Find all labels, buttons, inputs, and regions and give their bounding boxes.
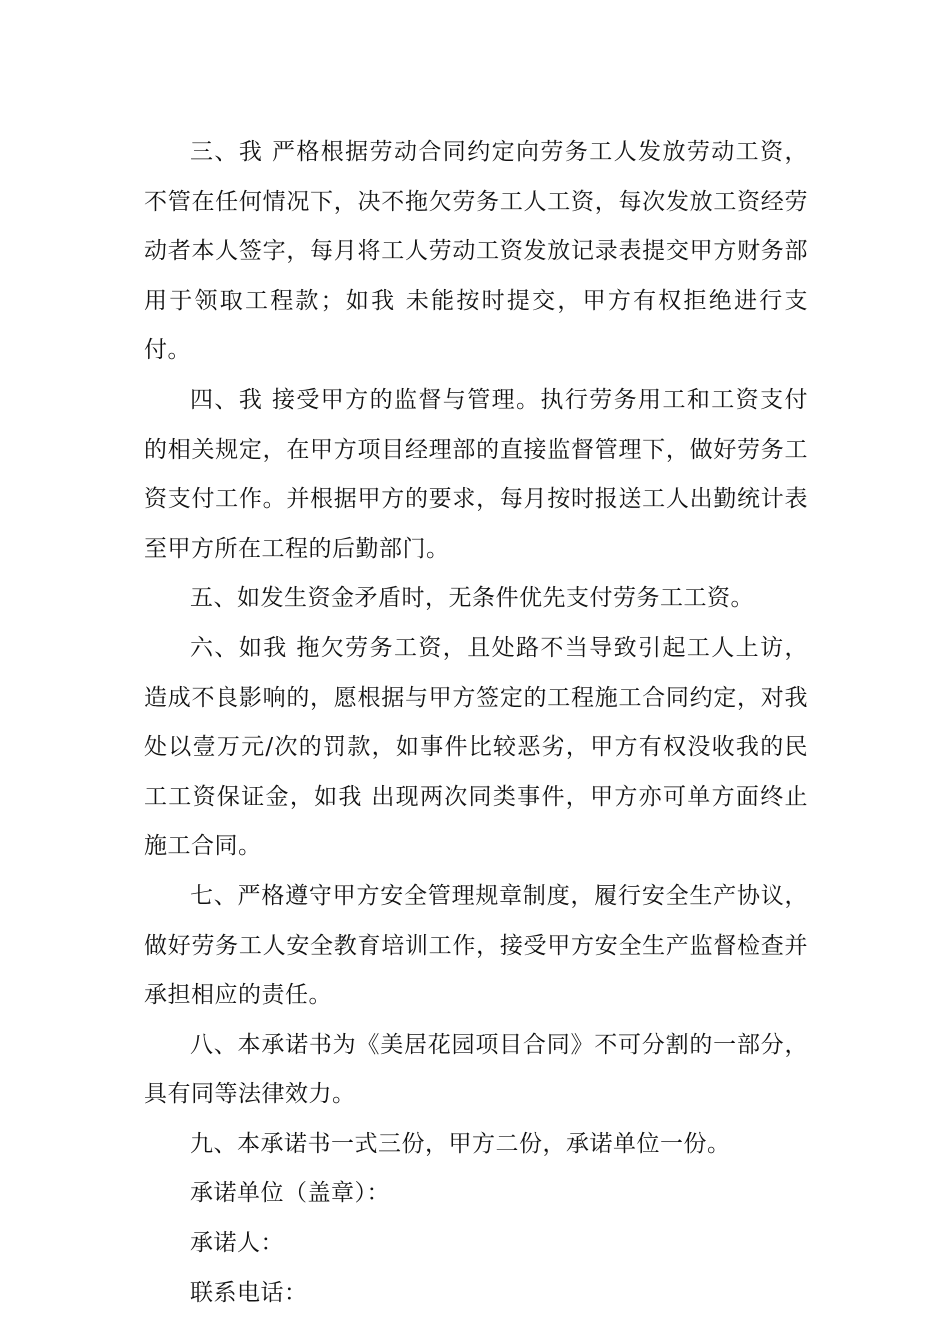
clause-9: 九、本承诺书一式三份，甲方二份，承诺单位一份。 [190,1130,731,1157]
clause-8: 八、本承诺书为《美居花园项目合同》不可分割的一部分，具有同等法律效力。 [144,1031,808,1108]
signature-person-label: 承诺人： [190,1230,284,1257]
clause-5: 五、如发生资金矛盾时，无条件优先支付劳务工工资。 [190,585,754,612]
signature-phone-label: 联系电话： [190,1279,308,1306]
document-body [144,128,808,1318]
clause-6: 六、如我 拖欠劳务工资，且处路不当导致引起工人上访，造成不良影响的，愿根据与甲方签定的工程施工合同约定，对我 处以壹万元/次的罚款，如事件比较恶劣，甲方有权没收我的民工工资保证金，如我 出现两次同类事件，甲方亦可单方面终止施工合同。 [144,634,808,860]
signature-unit-label: 承诺单位（盖章）： [190,1180,390,1207]
clause-7: 七、严格遵守甲方安全管理规章制度，履行安全生产协议，做好劳务工人安全教育培训工作，接受甲方安全生产监督检查并承担相应的责任。 [144,882,808,1009]
clause-4: 四、我 接受甲方的监督与管理。执行劳务用工和工资支付的相关规定，在甲方项目经理部的直接监督管理下，做好劳务工资支付工作。并根据甲方的要求，每月按时报送工人出勤统计表至甲方所在工程的后勤部门。 [144,386,808,562]
clause-3: 三、我 严格根据劳动合同约定向劳务工人发放劳动工资，不管在任何情况下，决不拖欠劳务工人工资，每次发放工资经劳动者本人签字，每月将工人劳动工资发放记录表提交甲方财务部用于领取工程款；如我 未能按时提交，甲方有权拒绝进行支付。 [144,139,808,364]
